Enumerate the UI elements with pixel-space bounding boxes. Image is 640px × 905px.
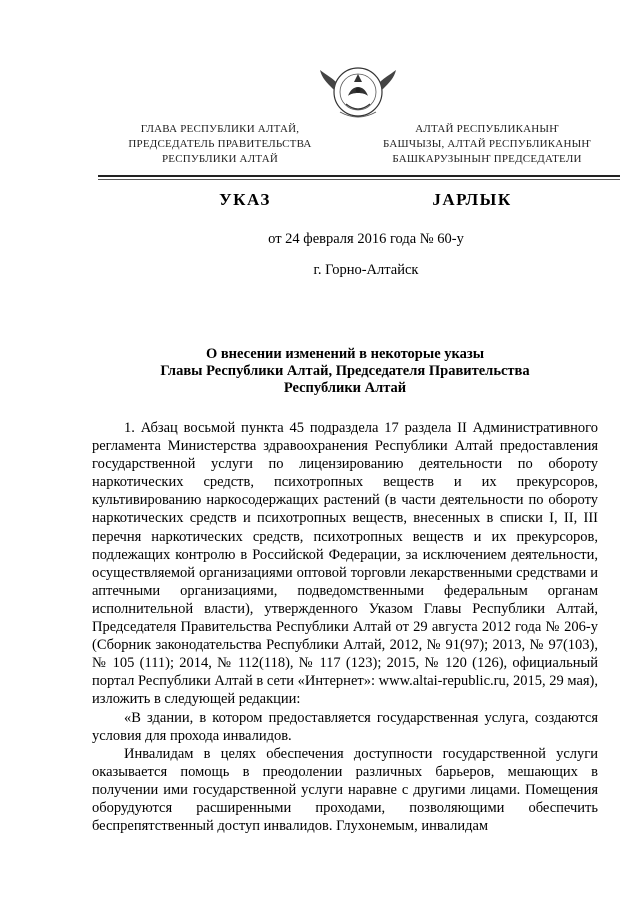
decree-city: г. Горно-Алтайск	[313, 262, 419, 278]
decree-body	[92, 419, 598, 835]
header-divider	[98, 175, 620, 177]
title-line: Республики Алтай	[283, 380, 407, 396]
header-divider-thin	[98, 179, 620, 180]
body-paragraph: Инвалидам в целях обеспечения доступности государственной услуги оказывается помощь в преодолении различных барьеров, мешающих в получении ими государственной услуги наравне с другими лицами. Помещения оборудуются расширенными проходами, позволяющими обеспечить беспрепятственный доступ инвалидов. Глухонемым, инвалидам	[92, 745, 598, 835]
issuer-line: РЕСПУБЛИКИ АЛТАЙ	[161, 153, 279, 165]
decree-date: от 24 февраля 2016 года № 60-у	[268, 231, 464, 247]
coat-of-arms-icon	[318, 60, 398, 124]
issuer-line: АЛТАЙ РЕСПУБЛИКАНЫҤ	[415, 123, 559, 135]
decree-title	[92, 346, 598, 397]
issuer-line: ПРЕДСЕДАТЕЛЬ ПРАВИТЕЛЬСТВА	[128, 138, 312, 150]
issuer-title-altai	[352, 122, 622, 167]
title-line: Главы Республики Алтай, Председателя Правительства	[160, 363, 530, 379]
issuer-line: БАШЧЫЗЫ, АЛТАЙ РЕСПУБЛИКАНЫҤ	[383, 138, 591, 150]
issuer-title-russian	[100, 122, 340, 167]
body-paragraph: 1. Абзац восьмой пункта 45 подраздела 17 раздела II Административного регламента Министерства здравоохранения Республики Алтай предоставления государственной услуги по лицензированию деятельности по обороту наркотических средств, психотропных веществ и их прекурсоров, культивированию наркосодержащих растений (в части деятельности по обороту наркотических средств и психотропных веществ, внесенных в списки I, II, III перечня наркотических средств, психотропных веществ и их прекурсоров, подлежащих контролю в Российской Федерации, за исключением деятельности, осуществляемой организациями оптовой торговли лекарственными средствами и аптечными организациями, подведомственными федеральным органам исполнительной власти), утвержденного Указом Главы Республики Алтай, Председателя Правительства Республики Алтай от 29 августа 2012 года № 206-у (Сборник законодательства Республики Алтай, 2012, № 91(97); 2013, № 97(103), № 105 (111); 2014, № 112(118), № 117 (123); 2015, № 120 (126), официальный портал Республики Алтай в сети «Интернет»: www.altai-republic.ru, 2015, 29 мая), изложить в следующей редакции:	[92, 420, 598, 708]
issuer-line: ГЛАВА РЕСПУБЛИКИ АЛТАЙ,	[140, 123, 300, 135]
doc-type-altai: ЈАРЛЫК	[432, 190, 512, 209]
issuer-line: БАШКАРУЗЫНЫҤ ПРЕДСЕДАТЕЛИ	[392, 153, 582, 165]
doc-type-russian: УКАЗ	[219, 190, 271, 209]
body-paragraph: «В здании, в котором предоставляется государственная услуга, создаются условия для прохода инвалидов.	[92, 709, 598, 744]
title-line: О внесении изменений в некоторые указы	[205, 346, 485, 362]
